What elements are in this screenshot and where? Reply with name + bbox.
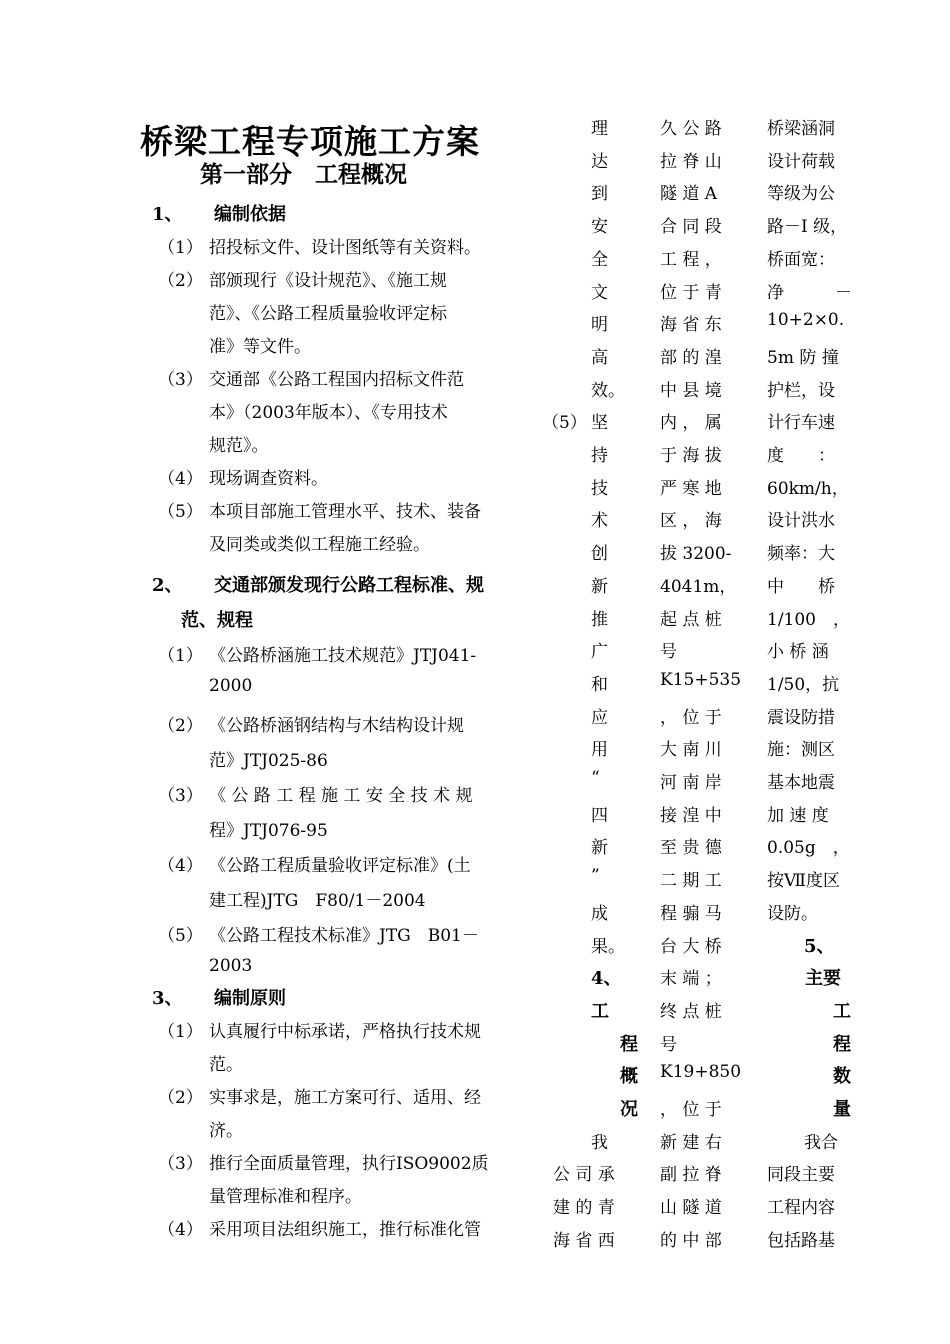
column-text: 合 同 段 — [660, 217, 722, 238]
section-heading: 程 — [620, 1033, 638, 1055]
item-number: （5） — [158, 926, 203, 946]
column-text: 中 县 境 — [660, 380, 722, 401]
section-heading: 量 — [833, 1099, 851, 1120]
column-char: 新 — [591, 576, 608, 597]
column-text: 小 桥 涵 — [767, 642, 829, 663]
column-text: 台 大 桥 — [660, 936, 722, 957]
item-text: 现场调查资料。 — [209, 469, 328, 489]
page-subtitle: 第一部分 工程概况 — [200, 161, 407, 188]
column-char: 应 — [591, 707, 608, 728]
column-text: 于 海 拔 — [660, 446, 722, 466]
item-number: （5） — [158, 502, 203, 522]
column-text: 加 速 度 — [767, 805, 829, 826]
column-text: 净 － — [767, 282, 852, 303]
item-number: （4） — [158, 856, 203, 876]
item-number: （3） — [158, 370, 203, 390]
item-text: 《公路工程技术标准》JTG B01－ — [209, 926, 479, 946]
column-char: 安 — [591, 217, 608, 238]
column-text: 程 骟 马 — [660, 903, 722, 924]
column-text: 设计荷载 — [767, 151, 835, 172]
column-text: K15+535 — [660, 669, 742, 690]
item-text: 实事求是，施工方案可行、适用、经 — [209, 1088, 481, 1108]
column-text: 拔 3200- — [660, 544, 732, 565]
column-text: 按Ⅶ度区 — [767, 871, 840, 892]
column-text: 副 拉 脊 — [660, 1165, 722, 1186]
column-text: 内 ， 属 — [660, 413, 722, 434]
item-text: 本》（2003年版本）、《专用技术 — [209, 403, 448, 423]
column-char: 果。 — [591, 936, 625, 957]
item-text: 《公路桥涵钢结构与木结构设计规 — [209, 716, 464, 736]
column-char: “ — [591, 768, 600, 788]
section-number: 4、 — [591, 968, 622, 990]
section-number: 3、 — [152, 988, 183, 1009]
item-text: 范》、《公路工程质量验收评定标 — [209, 304, 447, 324]
column-char: 全 — [591, 249, 608, 270]
column-text: 大 南 川 — [660, 740, 722, 761]
item-text: 认真履行中标承诺，严格执行技术规 — [209, 1022, 481, 1042]
column-text: 施：测区 — [767, 740, 835, 761]
item-text: 《公路桥涵施工技术规范》JTJ041- — [209, 646, 477, 666]
item-number: （4） — [158, 469, 203, 489]
column-text: 起 点 桩 — [660, 609, 722, 630]
column-text: 工程内容 — [767, 1198, 835, 1219]
column-char: 用 — [591, 740, 608, 761]
column-char: 理 — [591, 119, 608, 139]
column-text: 建 的 青 — [553, 1198, 615, 1219]
column-text: 0.05g ， — [767, 838, 850, 859]
column-char: 成 — [591, 903, 608, 924]
item-text: 本项目部施工管理水平、技术、装备 — [209, 502, 481, 522]
section-number: 1、 — [152, 204, 183, 225]
column-text: K19+850 — [660, 1062, 742, 1083]
item-number: （2） — [158, 1088, 203, 1108]
section-heading: 范、规程 — [181, 610, 253, 631]
column-text: 二 期 工 — [660, 871, 722, 892]
column-text: 路－Ⅰ 级， — [767, 217, 848, 238]
column-text: 至 贵 德 — [660, 838, 722, 859]
column-char: ” — [591, 866, 600, 887]
item-text: 招投标文件、设计图纸等有关资料。 — [209, 238, 481, 258]
column-text: 的 中 部 — [660, 1230, 722, 1251]
column-text: 久 公 路 — [660, 119, 722, 139]
column-text: 新 建 右 — [660, 1132, 722, 1153]
section-heading: 程 — [833, 1033, 851, 1055]
column-char: 技 — [591, 478, 608, 499]
item-text: 准》等文件。 — [209, 337, 311, 357]
item-text: 济。 — [209, 1121, 243, 1141]
column-text: ， 位 于 — [660, 1100, 722, 1120]
item-text: 及同类或类似工程施工经验。 — [209, 535, 430, 555]
item-text: 量管理标准和程序。 — [209, 1187, 362, 1207]
item-text: 范。 — [209, 1055, 243, 1075]
column-char: 四 — [591, 805, 608, 826]
column-text: 末 端 ； — [660, 969, 722, 990]
item-text: 程》JTJ076-95 — [209, 821, 328, 841]
column-text: 山 隧 道 — [660, 1198, 722, 1219]
section-heading: 编制依据 — [214, 204, 286, 225]
section-heading: 工 — [591, 1000, 609, 1022]
column-text: 同段主要 — [767, 1165, 835, 1186]
column-char: 推 — [591, 609, 608, 630]
column-text: 终 点 桩 — [660, 1001, 722, 1022]
column-text: 号 — [660, 1034, 677, 1055]
column-char: 坚 — [591, 413, 608, 434]
section-number: 5、 — [804, 935, 835, 957]
section-number: 2、 — [152, 575, 183, 596]
column-text: 我 — [591, 1132, 608, 1153]
column-char: 创 — [591, 544, 608, 565]
column-text: 桥梁涵洞 — [767, 119, 835, 139]
column-text: 隧 道 A — [660, 184, 718, 205]
section-heading: 编制原则 — [214, 988, 286, 1009]
item-text: 建工程)JTG F80/1－2004 — [209, 891, 426, 911]
item-text: 《 公 路 工 程 施 工 安 全 技 术 规 — [209, 786, 473, 806]
column-text: 公 司 承 — [553, 1165, 615, 1186]
column-text: 我合 — [804, 1132, 838, 1153]
column-text: 护栏，设 — [767, 380, 835, 401]
column-text: 海 省 东 — [660, 315, 722, 336]
item-text: 交通部《公路工程国内招标文件范 — [209, 370, 464, 390]
column-text: 号 — [660, 642, 677, 663]
column-text: 区 ， 海 — [660, 511, 722, 532]
column-text: 度 ： — [767, 446, 835, 466]
section-heading: 交通部颁发现行公路工程标准、规 — [214, 575, 484, 596]
column-text: 震设防措 — [767, 707, 835, 728]
item-text: 2003 — [209, 956, 253, 976]
section-heading: 概 — [620, 1066, 638, 1088]
section-heading: 工 — [833, 1000, 851, 1022]
column-text: 1/100 ， — [767, 609, 850, 630]
section-heading: 主要 — [805, 968, 841, 990]
column-char: 到 — [591, 184, 608, 205]
column-char: 达 — [591, 151, 608, 172]
column-text: 位 于 青 — [660, 282, 722, 303]
column-char: 效。 — [591, 380, 625, 401]
column-text: 工 程 ， — [660, 249, 722, 270]
column-char: 高 — [591, 347, 608, 368]
section-heading: 数 — [833, 1066, 851, 1088]
item-number: （1） — [158, 238, 203, 258]
column-char: 术 — [591, 511, 608, 532]
column-char: 和 — [591, 674, 608, 695]
column-text: ， 位 于 — [660, 707, 722, 728]
column-text: 海 省 西 — [553, 1230, 615, 1251]
item-text: 《公路工程质量验收评定标准》(土 — [209, 856, 471, 876]
column-text: 接 湟 中 — [660, 805, 722, 826]
column-text: 设防。 — [767, 903, 818, 924]
item-text: 规范》。 — [209, 436, 269, 456]
column-text: 4041m， — [660, 576, 737, 597]
column-text: 60km/h， — [767, 478, 849, 499]
column-text: 河 南 岸 — [660, 773, 722, 793]
column-text: 等级为公 — [767, 184, 835, 205]
column-text: 频率：大 — [767, 544, 835, 565]
item-number: （3） — [158, 786, 203, 806]
item-number: （1） — [158, 646, 203, 666]
column-text: 5m 防 撞 — [767, 347, 839, 368]
column-text: 基本地震 — [767, 773, 835, 793]
column-text: 1/50，抗 — [767, 674, 840, 695]
column-char: 明 — [591, 315, 608, 336]
item-number: （2） — [158, 271, 203, 291]
column-text: 中 桥 — [767, 576, 835, 597]
item-text: 采用项目法组织施工，推行标准化管 — [209, 1220, 481, 1240]
item-text: 范》JTJ025-86 — [209, 751, 328, 771]
column-text: 10+2×0. — [767, 310, 845, 331]
item-number: （1） — [158, 1022, 203, 1042]
item-number: （4） — [158, 1220, 203, 1240]
item-text: 部颁现行《设计规范》、《施工规 — [209, 271, 447, 291]
column-text: 桥面宽： — [767, 249, 835, 270]
column-text: 包括路基 — [767, 1230, 835, 1251]
column-text: 计行车速 — [767, 413, 835, 434]
column-text: 设计洪水 — [767, 511, 835, 532]
column-char: 持 — [591, 446, 608, 466]
item-number: （5） — [542, 413, 587, 434]
item-text: 2000 — [209, 676, 253, 696]
column-text: 严 寒 地 — [660, 478, 722, 499]
column-text: 拉 脊 山 — [660, 151, 722, 172]
item-text: 推行全面质量管理，执行ISO9002质 — [209, 1154, 489, 1174]
item-number: （2） — [158, 716, 203, 736]
item-number: （3） — [158, 1154, 203, 1174]
column-char: 广 — [591, 642, 608, 663]
column-text: 部 的 湟 — [660, 347, 722, 368]
column-char: 新 — [591, 838, 608, 859]
column-char: 文 — [591, 282, 608, 303]
section-heading: 况 — [620, 1099, 638, 1120]
page-title: 桥梁工程专项施工方案 — [140, 122, 480, 161]
